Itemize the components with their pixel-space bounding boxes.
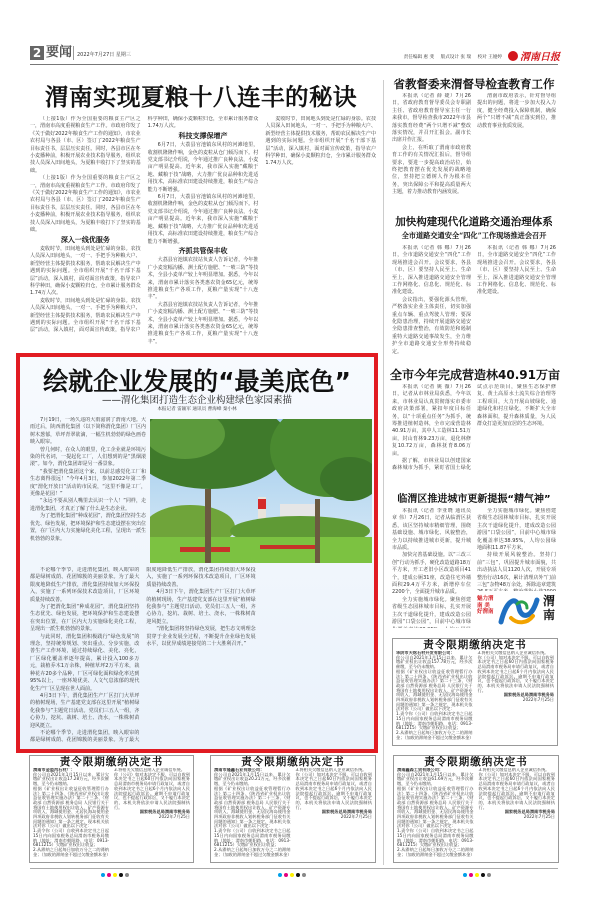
- registration-dot: [475, 873, 479, 877]
- staff-proofread: 校对 王娅婷: [477, 55, 502, 60]
- notice-jinyigou: [29, 755, 194, 863]
- notice-facts: 你公司自2021年1月15日以来，累计欠缴矿业权出让收益17.28万元，经多次催缴，至今仍未缴纳。: [33, 771, 109, 787]
- forestation-article-body: [392, 384, 556, 478]
- registration-marks-left: [101, 873, 129, 877]
- lead-article-body: [30, 116, 376, 348]
- registration-dot: [463, 873, 467, 877]
- registration-dot: [290, 873, 294, 877]
- paragraph: 本报讯（记者 韩 娜）7月26日，全市道路交通安全“四化”工作现场推进会召开。会议要求，各县（市、区）要坚持人民至上、生命至上，深入推进道路交通安全管理工作网格化、信息化、规范化、标准化建设。: [392, 245, 471, 296]
- notice-issuer: 国家税务总局渭南市税务局: [503, 692, 554, 698]
- education-article-title: 省教督委来渭督导检查教育工作: [393, 77, 555, 91]
- column-divider: [383, 80, 384, 865]
- paragraph: 曾几何时，在众人的眼里，化工企业就是环境污染的代名词，一提起化工厂，人们想到的是“黑烟滚滚”。如今，渭化集团却是另一番景象。: [30, 446, 146, 468]
- lead-article-title: 渭南实现夏粮十八连丰的秘诀: [45, 83, 357, 111]
- registration-dot: [469, 873, 473, 877]
- emblem-swirl-icon: [497, 594, 541, 626]
- notice-date: 2022年7月25日: [158, 814, 190, 820]
- registration-dot: [125, 873, 129, 877]
- registration-dot: [278, 873, 282, 877]
- paragraph: 为了把渭化集团“种成花园”，渭化集团坚持生态优先、绿色发展，把环境保护和生态建设摆在突出位置，在厂区内大力实施绿化美化工程，呈现出一派生机勃勃的景象。: [30, 604, 140, 633]
- paragraph: 不论哪个季节，走进渭化集团，映入眼帘的都是绿树成荫、花团锦簇的美丽景象。为了最大限度地降低生产排放，渭化集团持续加大环保投入，实施了一系列环保技术改造项目，厂区环境质量持续改善。: [30, 567, 140, 603]
- registration-dot: [113, 873, 117, 877]
- registration-dot: [101, 873, 105, 877]
- notice-body: [394, 768, 558, 859]
- paragraph: 加快完善基础设施。以“三改三创”行动为抓手，硬化改造道路18万平方米，开工老旧小区改造项目41个，建成公厕31座，改造住宅外墙面积29.4万平方米，新增停车位2200个，全面提升城市品质。: [392, 552, 471, 596]
- registration-marks-right: [463, 873, 491, 877]
- registration-dot: [284, 873, 288, 877]
- notice-item: 3.将相关欠缴信息纳入企业诚信系统。: [295, 768, 367, 772]
- notice-issuer: 国家税务总局渭南市税务局: [504, 809, 555, 815]
- notice-appeal: 你（公司）如对本决定不服，可以自收到本决定书之日起60日内依法向国家税务总局渭南市税务局申请行政复议，或者自收到本决定书之日起6个月内依法向人民法院提起行政诉讼。逾期不申请行政复议，也不提起行政诉讼，又不履行本决定的，本机关将依法申请人民法院强制执行。: [477, 654, 554, 693]
- notice-facts: 你公司自2021年1月15日以来，累计欠缴矿业权出让收益61.69万元，经多次催缴，至今仍未缴纳。: [397, 771, 474, 787]
- notice-facts: 你公司自2021年1月15日以来，累计欠缴矿业权出让收益20.21万元，经多次催缴，至今仍未缴纳。: [214, 771, 291, 787]
- notice-title: 责令限期缴纳决定书: [59, 756, 164, 768]
- paragraph: 4月3日下午，渭化集团生产厂区打门大草坪的植树现场，生产基建党支部在这里开展“植树绿化我参与”主题党日活动。党员们三五人一组，齐心协力，挖坑、栽树、培土、浇水，一株株树苗迎风挺立。: [30, 692, 140, 729]
- paragraph: （上接1版）作为全国重要的粮食主产区之一，渭南市高度重视粮食生产工作。市政府印发了《关于做好2022年粮食生产工作的通知》，市农业农村局与各县（市、区）签订了2022年粮食生产目标责任书，层层压实责任。同时，各县市区在冬小麦播种前，积极开展农业技术指导服务，组织农技人员深入田间地头，为夏粮丰收打下了坚实的基础。: [30, 116, 141, 174]
- notice-issuer: 国家税务总局渭南市税务局: [139, 809, 190, 815]
- notice-issuer: 国家税务总局渭南市税务局: [321, 809, 372, 815]
- emblem-glyph: 渭 南: [543, 594, 556, 622]
- paragraph: “我要把渭化集团这个家，以前总感觉化工厂和生态离得很远！”今年4月3日，参加2022年第二季度“渭化开放日”活动的市民说，“这里不像是工厂，更像是花园！”: [30, 468, 146, 498]
- paragraph: 麦收时节，田间地头到处是忙碌的身影。农技人员深入田间地头，一对一、手把手为种粮大户、新型经营主体提供技术服务，帮助农民解决生产中遇到的实际问题。全市组织开展“千名干部下基层”活动，深入镇村，面对面宣传政策，指导农户科学种田，确保小麦颗粒归仓，全市累计服务群众1.74万人次。: [265, 116, 376, 167]
- paragraph: 本报讯（记者 薛 婕）7月26日，省政府教育督导委员会专职副主任、省政府教育督导室主任一行来我市，督导检查我市2022年市县落实教育经费“两个只增不减”整改落实情况，并召开汇报会。副市长出席并作汇报。: [392, 93, 471, 144]
- paragraph: “永远不要从别人嘴里去认识一个人！”同样，走进渭化集团，才真正了解了什么是生态企业。: [30, 498, 146, 512]
- notice-item: 2.从滞纳之日起每日加收万分之二的滞纳金；（加收的滞纳金不超过欠缴金额本金）: [396, 729, 474, 740]
- notice-basis: 根据《矿业权出让收益征收管理暂行办法》第二十四条、《陕西省矿业权出让收益征收管理实施办法》第二十三条、《财政部 自然资源部 税务总局 人民银行关于将国有土地使用权出让收入、矿产资源专项收入、海域使用金、无居民海岛使用金四项政府非税收入划转税务部门征收有关问题的通知》第一条之规定，现本机关依法对你（公司）做出以下决定：: [214, 785, 291, 829]
- notice-item: 1.责令你（公司）自收到本决定书之日起15日内向国家税务总局渭南市税务局缴纳（地址：渭南市朝阳路，电话：0913-6811215）欠缴矿业权出让收益；: [214, 828, 291, 848]
- notice-xinsen: [393, 755, 559, 863]
- header-separator: [73, 46, 74, 60]
- registration-dot: [119, 873, 123, 877]
- paragraph: 与此同时，渭化集团积极践行“绿色发展”的理念，坚持统筹规划、突出重点、分步实施，改善生产工作环境，通过持续绿化、美化、亮化，厂区绿化覆盖率逐年提高，累计投入100多万元，栽植乔木1万余株，种植草坪2万平方米，栽种花卉20多个品种，厂区可绿化面积绿化率达到95%以上，一座环境优美、人文气息浓郁的现代化生产厂区呈现在世人面前。: [30, 633, 140, 692]
- notice-basis: 根据《矿业权出让收益征收管理暂行办法》第二十四条、《陕西省矿业权出让收益征收管理实施办法》第二十三条、《财政部 自然资源部 税务总局 人民银行关于将国有土地使用权出让收入、矿产资源专项收入、海域使用金、无居民海岛使用金四项政府非税收入划转税务部门征收有关问题的通知》第一条之规定，现本机关依法对你（公司）做出以下决定：: [33, 785, 109, 829]
- logo-text: 渭南日报: [520, 52, 560, 63]
- paragraph: “渭化集团将坚持绿色发展，把生态文明理念贯穿于企业发展全过程，不断提升企业绿色发展水平，以优异成绩迎接党的二十大胜利召开。”: [146, 626, 256, 648]
- notice-addressee: 渭南市金溢沟石材厂：: [33, 768, 75, 772]
- footer-rule: [30, 868, 558, 869]
- notice-item: 3.将相关欠缴信息纳入企业诚信系统。: [477, 651, 549, 655]
- notice-title: 责令限期缴纳决定书: [424, 756, 528, 768]
- notice-body: [211, 768, 375, 859]
- paragraph: 本报讯（记者 姚 薇）7月26日，记者从市林业局获悉，今年以来，市林业局认真贯彻落实市委市政府决策部署，紧扣年度目标任务，以“十项重点任务”为抓手，统筹推进植树造林，全市完成营造林40.91万亩，其中人工造林11.51万亩，封山育林9.23万亩，退化林修复10.72万亩，森林抚育8.06万亩。: [392, 384, 471, 457]
- notice-item: 2.从滞纳之日起每日加收万分之二的滞纳金；（加收的滞纳金不超过欠缴金额本金）: [397, 846, 475, 857]
- paragraph: 全力实施城市绿化。聚焦创建省级生态园林城市目标，扎实开展主次干道绿化提升，建成改造公园游园“口袋公园”，目前中心城市绿化覆盖率达38.95%，人均公园绿地面积11.87平方米。: [477, 508, 556, 552]
- notice-addressee: 渭南鑫森工贸有限公司：: [397, 768, 444, 772]
- logo-emblem-icon: [508, 51, 518, 61]
- paragraph: 本报讯（记者 韩 娜）7月26日，全市道路交通安全“四化”工作现场推进会召开。会议要求，各县（市、区）要坚持人民至上、生命至上，深入推进道路交通安全管理工作网格化、信息化、规范化、标准化建设。: [477, 245, 556, 296]
- paragraph: 麦收时节，田间地头到处是忙碌的身影。农技人员深入田间地头，一对一、手把手为种粮大户、新型经营主体提供技术服务，帮助农民解决生产中遇到的实际问题。全市组织开展“千名干部下基层”活动，深入镇村，面对面宣传政策，指导农户科学种田，确保小麦颗粒归仓，全市累计服务群众1.74万人次。: [30, 245, 141, 297]
- notice-date: 2022年7月25日: [522, 697, 554, 703]
- notice-appeal: 你（公司）如对本决定不服，可以自收到本决定书之日起60日内依法向国家税务总局渭南市税务局申请行政复议，或者自收到本决定书之日起6个月内依法向人民法院提起行政诉讼。逾期不申请行政复议，也不提起行政诉讼，又不履行本决定的，本机关将依法申请人民法院强制执行。: [478, 771, 555, 810]
- feature-article-body: [30, 567, 372, 747]
- registration-marks-center: [278, 873, 306, 877]
- header-rule: [30, 64, 558, 65]
- notice-body: [393, 651, 557, 742]
- staff-credits: [399, 54, 502, 60]
- subheading: 深入一线优服务: [60, 235, 110, 244]
- paragraph: 大荔县官池镇农技站负责人告诉记者，今年推广小麦宽幅沟播、测土配方施肥、“一喷三防”等技术，全县小麦单产较上年明显增加。据悉，今年以来，渭南市累计落实各类惠农资金65亿元，统筹推进粮食生产各项工作，夏粮产量实现“十八连丰”。: [147, 257, 259, 301]
- registration-dot: [107, 873, 111, 877]
- staff-editor: 责任编辑 惠 斐: [403, 55, 435, 60]
- section-name: 要闻: [46, 45, 73, 60]
- feature-article-intro: [30, 417, 146, 564]
- notice-item: 3.将相关欠缴信息纳入企业诚信系统。: [114, 768, 185, 772]
- notice-item: 1.责令你（公司）自收到本决定书之日起15日内向国家税务总局渭南市税务局缴纳（地址：渭南市朝阳路，电话：0913-6811215）欠缴矿业权出让收益；: [396, 711, 473, 731]
- registration-dot: [487, 873, 491, 877]
- notice-item: 3.将相关欠缴信息纳入企业诚信系统。: [478, 768, 550, 772]
- notice-date: 2022年7月25日: [523, 814, 555, 820]
- notice-basis: 根据《矿业权出让收益征收管理暂行办法》第二十四条、《陕西省矿业权出让收益征收管理实施办法》第二十三条、《财政部 自然资源部 税务总局 人民银行关于将国有土地使用权出让收入、矿产资源专项收入、海域使用金、无居民海岛使用金四项政府非税收入划转税务部门征收有关问题的通知》第一条之规定，现本机关依法对你（公司）做出以下决定：: [396, 668, 473, 712]
- registration-dot: [481, 873, 485, 877]
- notice-title: 责令限期缴纳决定书: [241, 756, 345, 768]
- emblem-slogan: 魅力渭南 美好渭南: [477, 596, 494, 615]
- paragraph: 麦收时节，田间地头到处是忙碌的身影。农技人员深入田间地头，一对一、手把手为种粮大户、新型经营主体提供技术服务，帮助农民解决生产中遇到的实际问题。全市组织开展“千名干部下基层”活动，深入镇村，面对面宣传政策，指导农户科学种田，确保小麦颗粒归仓，全市累计服务群众1.74万人次。: [30, 116, 259, 334]
- feature-article-subtitle: ——渭化集团打造生态企业构建绿色家园素描: [101, 395, 292, 406]
- paragraph: 本报讯（记者 李亚晓 通讯员 章 伟）7月26日，记者从临渭区获悉，该区坚持城市精细管理，围绕基础设施、城市绿化、风貌整治，全力以持续推进城市更新，提升城市品质。: [392, 508, 471, 552]
- paragraph: 7月19日，一场久违的大雨滋润了渭南大地。大雨过后，陕西渭化集团（以下简称渭化集团）厂区内树木葱郁，草坪青翠欲滴，一幅生机勃勃的绿色画卷映入眼帘。: [30, 417, 146, 446]
- paragraph: 不论哪个季节，走进渭化集团，映入眼帘的都是绿树成荫、花团锦簇的美丽景象。为了最大限度地降低生产排放，渭化集团持续加大环保投入，实施了一系列环保技术改造项目，厂区环境质量持续改善。: [30, 567, 256, 744]
- traffic-article-body: [392, 245, 556, 357]
- subheading: 科技支撑保增产: [178, 131, 228, 140]
- paragraph: 持续开展风貌整治。坚持门前“三包”，巩固提升城市面貌，共出动执法人员1120人次，开展专项整治行动16次，累计清理店外“门前三包”杂物48万余处，拆除违章建筑: [477, 552, 556, 589]
- education-article-body: [392, 93, 556, 205]
- notice-item: 2.从滞纳之日起每日加收万分之二的滞纳金；（加收的滞纳金不超过欠缴金额本金）: [214, 846, 292, 857]
- notice-item: 1.责令你（公司）自收到本决定书之日起15日内向国家税务总局渭南市税务局缴纳（地址：渭南市朝阳路，电话：0913-6811215）欠缴矿业权出让收益；: [397, 828, 474, 848]
- paragraph: （上接1版）作为全国重要的粮食主产区之一，渭南市高度重视粮食生产工作。市政府印发了《关于做好2022年粮食生产工作的通知》，市农业农村局与各县（市、区）签订了2022年粮食生产目标责任书，层层压实责任。同时，各县市区在冬小麦播种前，积极开展农业技术指导服务，组织农技人员深入田间地头，为夏粮丰收打下了坚实的基础。: [30, 175, 141, 234]
- notice-date: 2022年7月25日: [340, 814, 372, 820]
- traffic-article-title: 加快构建现代化道路交通治理体系: [395, 216, 553, 228]
- forestation-article-title: 全市今年完成营造林40.91万亩: [390, 368, 560, 382]
- paragraph: 据了解，市林业局以创建国家森林城市为抓手，紧盯省国土绿化试点示范项目，聚焦生态保护修复、黄土高原水土流失综合治理等工程项目，大力开展山坡绿化、通道绿化和村庄绿化，不断扩大全市森林面积，提升森林质量，为人民群众打造更加宜居的生态环境。: [392, 384, 556, 472]
- notice-addressee: 华阴市天铭石材开发有限公司：: [396, 651, 455, 655]
- notice-item: 2.从滞纳之日起每日加收万分之二的滞纳金；（加收的滞纳金不超过欠缴金额本金）: [33, 846, 111, 857]
- paragraph: 大荔县官池镇农技站负责人告诉记者，今年推广小麦宽幅沟播、测土配方施肥、“一喷三防”等技术，全县小麦单产较上年明显增加。据悉，今年以来，渭南市累计落实各类惠农资金65亿元，统筹推进粮食生产各项工作，夏粮产量实现“十八连丰”。: [147, 301, 259, 345]
- factory-garden-photo: [150, 419, 372, 563]
- paragraph: 4月3日下午，渭化集团生产厂区打门大草坪的植树现场，生产基建党支部在这里开展“植树绿化我参与”主题党日活动。党员们三五人一组，齐心协力，挖坑、栽树、培土、浇水，一株株树苗迎风挺立。: [146, 589, 256, 625]
- feature-article-byline: 本报记者 雷颖军 通讯员 曹海峰 秦小林: [157, 407, 237, 412]
- weinan-city-emblem: [477, 594, 557, 626]
- notice-body: [30, 768, 193, 859]
- notice-item: 1.责令你（公司）自收到本决定书之日起15日内向国家税务总局渭南市税务局缴纳（地址：渭南市朝阳路，电话：0913-6811215）欠缴矿业权出让收益；: [33, 828, 109, 848]
- paragraph: 全力实施城市绿化。聚焦创建省级生态园林城市目标，扎实开展主次干道绿化提升，建成改造公园游园“口袋公园”，目前中心城市绿: [392, 596, 471, 626]
- notice-facts: 你公司自2021年1月15日以来，累计欠缴矿业权出让收益157.78万元，经多次催缴，至今仍未缴纳。: [396, 654, 473, 670]
- subheading: 齐抓共管保丰收: [178, 246, 228, 255]
- feature-article-title: 绘就企业发展的“最美底色”: [43, 367, 351, 396]
- newspaper-logo: [508, 48, 560, 63]
- paragraph: 会议指出，要强化源头管理，严格落实企业主体责任，切实加强重点车辆、重点驾驶人管理；要深化隐患治理，持续开展道路交通安全隐患排查整治，有效防范和遏制重特大道路交通事故发生，全力维护全市道路交通安全形势持续稳定。: [392, 296, 471, 355]
- notice-basis: 根据《矿业权出让收益征收管理暂行办法》第二十四条、《陕西省矿业权出让收益征收管理实施办法》第二十三条、《财政部 自然资源部 税务总局 人民银行关于将国有土地使用权出让收入、矿产资源专项收入、海域使用金、无居民海岛使用金四项政府非税收入划转税务部门征收有关问题的通知》第一条之规定，现本机关依法对你（公司）做出以下决定：: [397, 785, 474, 829]
- notice-longxin: [210, 755, 376, 863]
- urban-renewal-article-body-right: [477, 508, 556, 591]
- paragraph: 渭南市政府表示，针对督导组提出的问题，将进一步加大投入力度，健全经费投入保障机制，确保两个“只增不减”真正落实到位，推动教育事业优质发展。: [477, 93, 556, 129]
- registration-dot: [302, 873, 306, 877]
- staff-layout: 版式设计 张 瑞: [440, 55, 472, 60]
- notice-appeal: 你（公司）如对本决定不服，可以自收到本决定书之日起60日内依法向国家税务总局渭南市税务局申请行政复议，或者自收到本决定书之日起6个月内依法向人民法院提起行政诉讼。逾期不申请行政复议，也不提起行政诉讼，又不履行本决定的，本机关将依法申请人民法院强制执行。: [295, 771, 372, 810]
- paragraph: 会上，在听取了渭南市政府教育工作的有关情况汇报后，督导组要求，要进一步提高政治站位，始终把教育摆在优先发展的战略地位，坚持把立德树人作为根本任务，突出保障公平和提高质量两大主题，着力推动教育内涵发展。: [392, 144, 471, 196]
- registration-dot: [296, 873, 300, 877]
- notice-addressee: 渭南市隆鑫石业有限公司：: [214, 768, 265, 772]
- notice-tianming: [392, 638, 558, 746]
- notice-title: 责令限期缴纳决定书: [423, 639, 527, 651]
- paragraph: 6月7日，大荔县官池镇东风村的河滩地里，收割机隆隆作响，金色的麦粒从仓门倾泻而下。村党支部书记介绍说，今年通过推广良种良法，小麦亩产明显提高。近年来，我市深入实施“藏粮于地、藏粮于技”战略，大力推广优良品种和先进适用技术，高标准农田建设持续推进，粮食生产综合能力不断增强。: [147, 142, 259, 193]
- notice-appeal: 你（公司）如对本决定不服，可以自收到本决定书之日起60日内依法向国家税务总局渭南市税务局申请行政复议，或者自收到本决定书之日起6个月内依法向人民法院提起行政诉讼。逾期不申请行政复议，也不提起行政诉讼，又不履行本决定的，本机关将依法申请人民法院强制执行。: [114, 771, 190, 810]
- issue-date: 2022年7月27日 星期三: [77, 52, 131, 58]
- traffic-article-subtitle: 全市道路交通安全“四化”工作现场推进会召开: [401, 231, 547, 240]
- urban-renewal-article-title: 临渭区推进城市更新提振“精气神”: [397, 494, 551, 505]
- urban-renewal-article-body-left: [392, 508, 471, 628]
- paragraph: 为了把渭化集团“种成花园”，渭化集团坚持生态优先、绿色发展，把环境保护和生态建设摆在突出位置，在厂区内大力实施绿化美化工程，呈现出一派生机勃勃的景象。: [30, 513, 146, 542]
- page-number: 2: [30, 46, 44, 60]
- paragraph: 6月7日，大荔县官池镇东风村的河滩地里，收割机隆隆作响，金色的麦粒从仓门倾泻而下。村党支部书记介绍说，今年通过推广良种良法，小麦亩产明显提高。近年来，我市深入实施“藏粮于地、藏粮于技”战略，大力推广优良品种和先进适用技术，高标准农田建设持续推进，粮食生产综合能力不断增强。: [147, 194, 259, 245]
